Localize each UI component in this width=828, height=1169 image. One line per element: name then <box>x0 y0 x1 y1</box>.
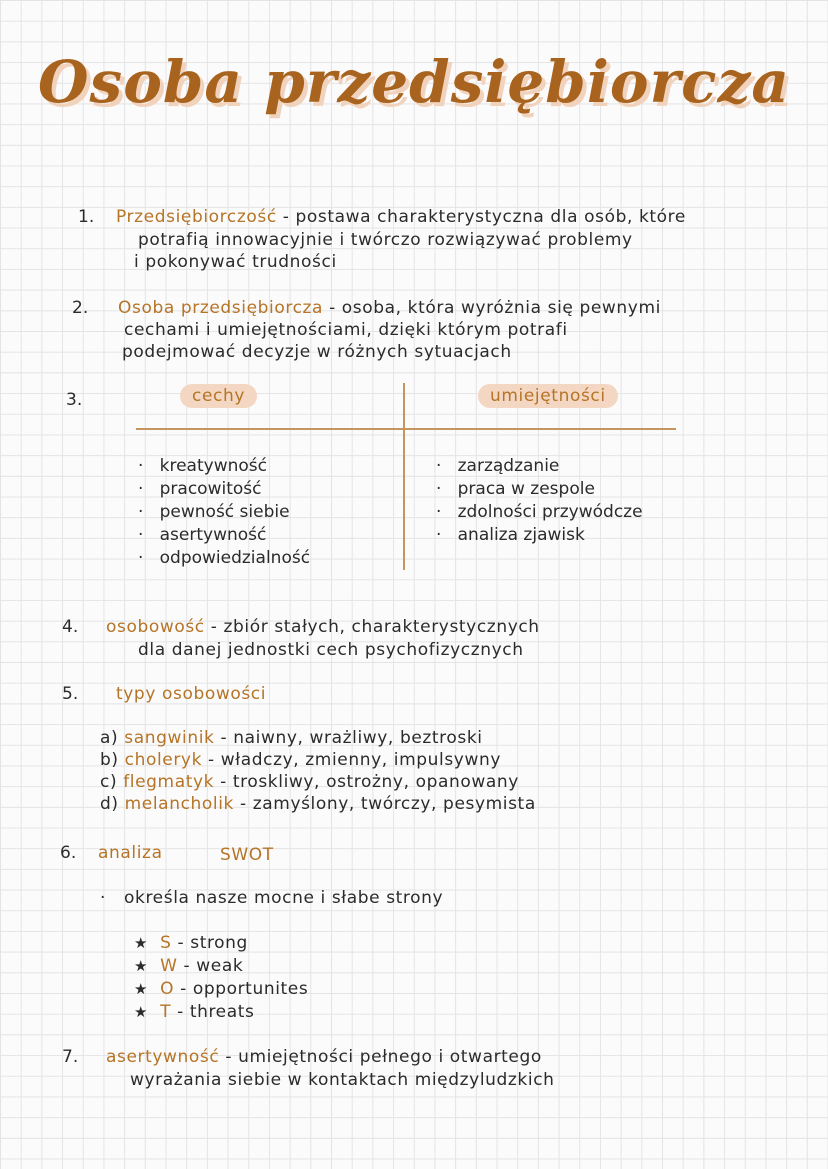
table-divider-vertical <box>403 383 405 570</box>
definition-line <box>106 1047 542 1067</box>
star-icon: ★ <box>134 934 149 952</box>
definition-line: podejmować decyzje w różnych sytuacjach <box>122 342 512 362</box>
list-item: · zarządzanie <box>436 456 560 476</box>
term-swot: SWOT <box>220 845 274 865</box>
personality-types-list <box>100 727 536 815</box>
term: asertywność <box>106 1047 220 1067</box>
term: Przedsiębiorczość <box>116 207 277 227</box>
term: osobowość <box>106 617 205 637</box>
list-item: · analiza zjawisk <box>436 525 585 545</box>
traits-list <box>138 455 310 570</box>
list-item: · praca w zespole <box>436 479 595 499</box>
list-item: d) melancholik - zamyślony, twórczy, pesymista <box>100 794 536 814</box>
list-item: · kreatywność <box>138 456 267 476</box>
list-item: c) flegmatyk - troskliwy, ostrożny, opanowany <box>100 772 519 792</box>
list-item: a) sangwinik - naiwny, wrażliwy, beztroski <box>100 728 483 748</box>
definition-text: - osoba, która wyróżnia się pewnymi <box>323 298 661 318</box>
list-item: · asertywność <box>138 525 267 545</box>
list-item: · pracowitość <box>138 479 262 499</box>
item-number: 3. <box>66 390 83 410</box>
definition-line: dla danej jednostki cech psychofizycznych <box>138 640 524 660</box>
list-item: · zdolności przywódcze <box>436 502 643 522</box>
list-item: ★ S - strong <box>134 933 248 953</box>
term: analiza <box>98 843 163 863</box>
item-number: 6. <box>60 843 77 863</box>
definition-text: - postawa charakterystyczna dla osób, które <box>276 207 686 227</box>
item-number: 7. <box>62 1047 79 1067</box>
definition-line: cechami i umiejętnościami, dzięki którym potrafi <box>124 320 568 340</box>
column-header-traits: cechy <box>180 384 257 408</box>
list-item: · odpowiedzialność <box>138 548 311 568</box>
star-icon: ★ <box>134 1003 149 1021</box>
list-item: ★ O - opportunites <box>134 979 309 999</box>
star-icon: ★ <box>134 957 149 975</box>
definition-line: i pokonywać trudności <box>134 252 337 272</box>
list-item: ★ W - weak <box>134 956 244 976</box>
page-title: Osoba przedsiębiorcza <box>38 48 790 116</box>
definition-line <box>106 617 540 637</box>
column-header-skills: umiejętności <box>478 384 618 408</box>
list-item: ★ T - threats <box>134 1002 255 1022</box>
definition-text: - umiejętności pełnego i otwartego <box>219 1047 542 1067</box>
table-divider-horizontal <box>136 428 676 430</box>
definition-line: · określa nasze mocne i słabe strony <box>100 888 444 908</box>
definition-text: - zbiór stałych, charakterystycznych <box>204 617 540 637</box>
item-number: 1. <box>78 207 95 227</box>
skills-list <box>436 455 643 547</box>
term: Osoba przedsiębiorcza <box>118 298 324 318</box>
definition-line: potrafią innowacyjnie i twórczo rozwiązywać problemy <box>138 230 633 250</box>
item-number: 5. <box>62 684 79 704</box>
section-heading: typy osobowości <box>116 684 267 704</box>
definition-line <box>116 207 686 227</box>
item-number: 2. <box>72 298 89 318</box>
item-number: 4. <box>62 617 79 637</box>
list-item: b) choleryk - władczy, zmienny, impulsywny <box>100 750 501 770</box>
list-item: · pewność siebie <box>138 502 290 522</box>
star-icon: ★ <box>134 980 149 998</box>
swot-list <box>134 932 308 1024</box>
definition-line <box>118 298 661 318</box>
definition-line: wyrażania siebie w kontaktach międzyludzkich <box>130 1070 555 1090</box>
